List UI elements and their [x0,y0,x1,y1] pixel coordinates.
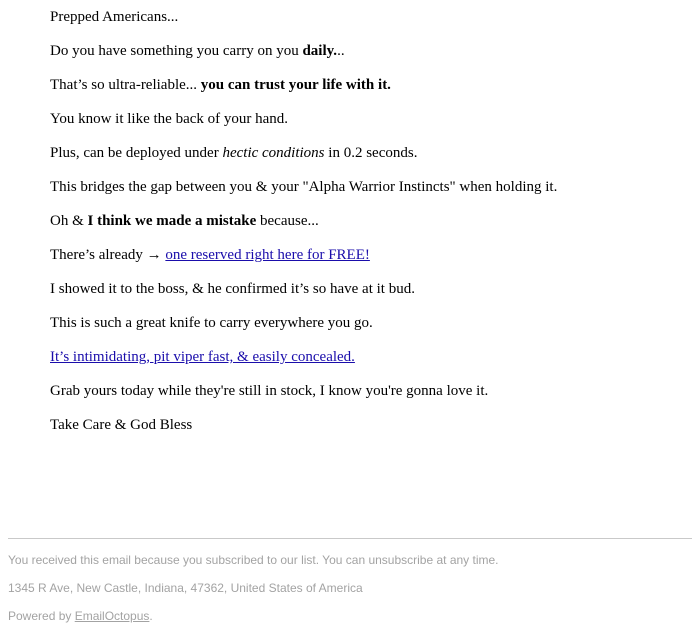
emphasis-daily: daily. [302,43,338,59]
text-segment: Do you have something you carry on you [50,43,303,59]
footer-divider [8,538,692,539]
concealed-knife-link[interactable]: It’s intimidating, pit viper fast, & easily concealed. [50,349,355,365]
body-line-concealed [50,347,355,367]
body-line-boss: I showed it to the boss, & he confirmed it’s so have at it bud. [50,281,415,297]
body-line-instincts: This bridges the gap between you & your "Alpha Warrior Instincts" when holding it. [50,179,558,195]
text-segment: Powered by [8,609,75,623]
body-line-daily [50,41,345,61]
footer-address: 1345 R Ave, New Castle, Indiana, 47362, United States of America [8,581,363,595]
footer-powered-by [8,608,153,624]
text-segment: That’s so ultra-reliable... [50,77,201,93]
body-line-reserved [50,245,370,265]
text-segment: .. [337,43,345,59]
text-segment: in 0.2 seconds. [324,145,418,161]
body-line-back-of-hand: You know it like the back of your hand. [50,111,289,127]
emphasis-hectic: hectic conditions [222,145,325,161]
text-segment: . [149,609,153,623]
body-line-grab: Grab yours today while they're still in stock, I know you're gonna love it. [50,383,489,399]
signoff-text: Take Care & God Bless [50,417,193,433]
reserved-free-link[interactable]: one reserved right here for FREE! [165,247,370,263]
emailoctopus-link[interactable]: EmailOctopus [74,609,150,623]
greeting-text: Prepped Americans... [50,9,179,25]
emphasis-trust: you can trust your life with it. [200,77,391,93]
text-segment: Plus, can be deployed under [50,145,223,161]
body-line-reliable [50,75,391,95]
text-segment: There’s already → [50,247,166,263]
text-segment: Oh & [50,213,88,229]
body-line-knife: This is such a great knife to carry everywhere you go. [50,315,373,331]
body-line-deployed [50,143,417,163]
text-segment: because... [256,213,319,229]
body-line-mistake [50,211,319,231]
footer-subscription-notice: You received this email because you subscribed to our list. You can unsubscribe at any time. [8,553,499,567]
emphasis-mistake: I think we made a mistake [87,213,257,229]
